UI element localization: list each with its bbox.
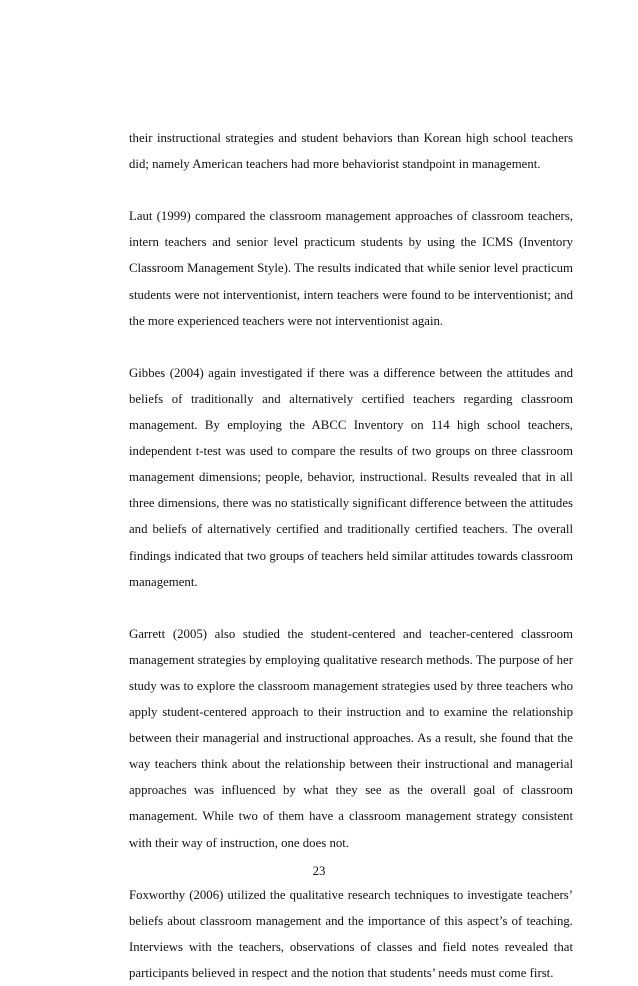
paragraph-laut-1999: Laut (1999) compared the classroom management approaches of classroom teachers, intern teachers and senior level practicum students by using the ICMS (Inventory Classroom Management Style). The results indicated that while senior level practicum students were not interventionist, intern teachers were found to be interventionist; and the more experienced teachers were not interventionist again. xyxy=(129,209,573,328)
paragraph-gibbes-2004: Gibbes (2004) again investigated if there was a difference between the attitudes and beliefs of traditionally and alternatively certified teachers regarding classroom management. By employing the ABCC Inventory on 114 high school teachers, independent t-test was used to compare the results of two groups on three classroom management dimensions; people, behavior, instructional. Results revealed that in all three dimensions, there was no statistically significant difference between the attitudes and beliefs of alternatively certified and traditionally certified teachers. The overall findings indicated that two groups of teachers held similar attitudes towards classroom management. xyxy=(129,365,573,589)
paragraph-garrett-2005: Garrett (2005) also studied the student-centered and teacher-centered classroom management strategies by employing qualitative research methods. The purpose of her study was to explore the classroom management strategies used by three teachers who apply student-centered approach to their instruction and to examine the relationship between their managerial and instructional approaches. As a result, she found that the way teachers think about the relationship between their instructional and managerial approaches was influenced by what they see as the overall goal of classroom management. While two of them have a classroom management strategy consistent with their way of instruction, one does not. xyxy=(129,626,573,850)
body-text xyxy=(129,125,573,986)
paragraph-foxworthy-2006: Foxworthy (2006) utilized the qualitative research techniques to investigate teachers’ beliefs about classroom management and the importance of this aspect’s of teaching. Interviews with the teachers, observations of classes and field notes revealed that participants believed in respect and the notion that students’ needs must come first. xyxy=(129,887,573,980)
paragraph-continuation: their instructional strategies and student behaviors than Korean high school teachers did; namely American teachers had more behaviorist standpoint in management. xyxy=(129,131,573,172)
page-number: 23 xyxy=(312,864,326,878)
